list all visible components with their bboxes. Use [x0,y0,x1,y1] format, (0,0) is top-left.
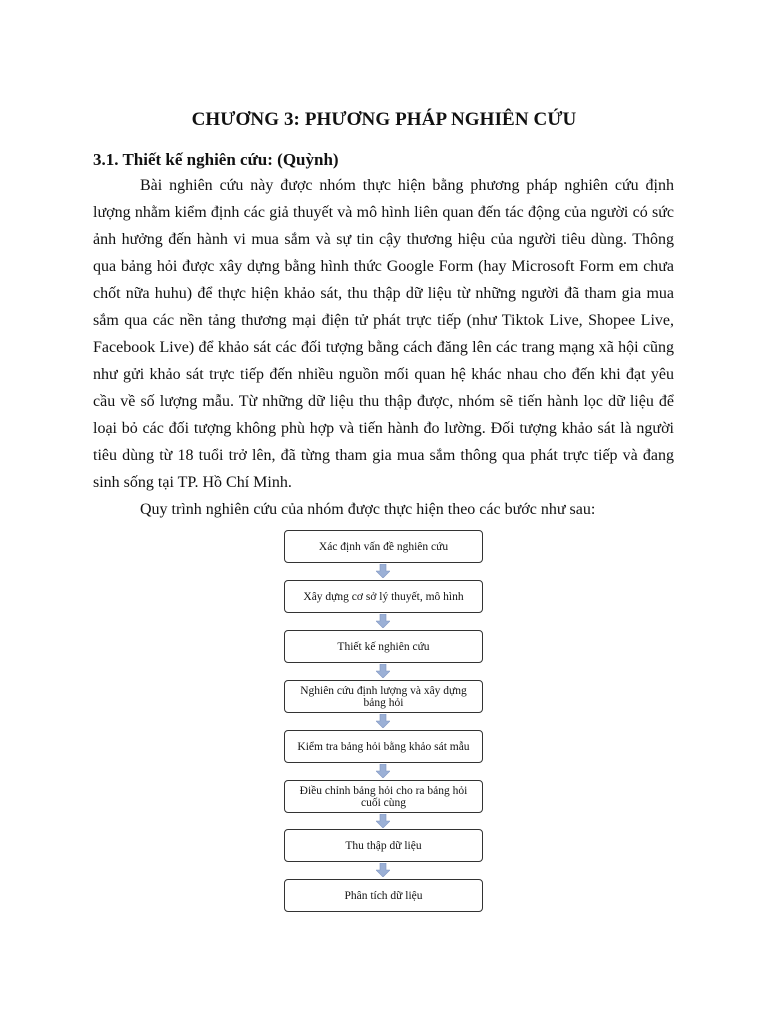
flow-step-line: bảng hỏi [363,696,404,709]
down-arrow-icon [376,814,390,828]
down-arrow-icon [376,863,390,877]
flow-step-line: Phân tích dữ liệu [344,889,423,902]
down-arrow-icon [376,714,390,728]
flow-step-6 [284,780,483,813]
flow-step-3 [284,630,483,663]
flow-step-text [300,685,467,709]
flow-step-7 [284,829,483,862]
flow-step-4 [284,680,483,713]
paragraph-research-design: Bài nghiên cứu này được nhóm thực hiện bằng phương pháp nghiên cứu định lượng nhằm kiểm định các giả thuyết và mô hình liên quan đến tác động của người có sức ảnh hưởng đến hành vi mua sắm và sự tin cậy thương hiệu của người tiêu dùng. Thông qua bảng hỏi được xây dựng bằng hình thức Google Form (hay Microsoft Form em chưa chốt nữa huhu) để thực hiện khảo sát, thu thập dữ liệu từ những người đã tham gia mua sắm qua các nền tảng thương mại điện tử phát trực tiếp (như Tiktok Live, Shopee Live, Facebook Live) để khảo sát các đối tượng bằng cách đăng lên các trang mạng xã hội cũng như gửi khảo sát trực tiếp đến nhiều nguồn mối quan hệ khác nhau cho đến khi đạt yêu cầu về số lượng mẫu. Từ những dữ liệu thu thập được, nhóm sẽ tiến hành lọc dữ liệu để loại bỏ các đối tượng không phù hợp và tiến hành đo lường. Đối tượng khảo sát là người tiêu dùng từ 18 tuổi trở lên, đã từng tham gia mua sắm thông qua phát trực tiếp và đang sinh sống tại TP. Hồ Chí Minh. [93,177,674,491]
down-arrow-icon [376,614,390,628]
flow-step-text [300,785,468,809]
flow-step-line: Nghiên cứu định lượng và xây dựng [300,684,467,697]
flow-step-2 [284,580,483,613]
down-arrow-icon [376,764,390,778]
flow-step-line: Thu thập dữ liệu [345,839,422,852]
body-text [93,172,674,523]
flow-step-line: Kiểm tra bảng hỏi bằng khảo sát mẫu [297,740,470,753]
flow-step-8 [284,879,483,912]
chapter-title: CHƯƠNG 3: PHƯƠNG PHÁP NGHIÊN CỨU [191,109,577,130]
paragraph-process-intro: Quy trình nghiên cứu của nhóm được thực hiện theo các bước như sau: [140,501,596,518]
flow-step-5 [284,730,483,763]
flow-step-line: Xác định vấn đề nghiên cứu [318,540,449,553]
flow-step-line: Điều chỉnh bảng hỏi cho ra bảng hỏi [299,784,468,797]
section-heading: 3.1. Thiết kế nghiên cứu: (Quỳnh) [93,150,339,169]
down-arrow-icon [376,564,390,578]
flow-step-line: Xây dựng cơ sở lý thuyết, mô hình [303,590,464,603]
flow-step-line: cuối cùng [360,796,406,809]
flow-step-1 [284,530,483,563]
flow-step-line: Thiết kế nghiên cứu [337,640,430,653]
down-arrow-icon [376,664,390,678]
